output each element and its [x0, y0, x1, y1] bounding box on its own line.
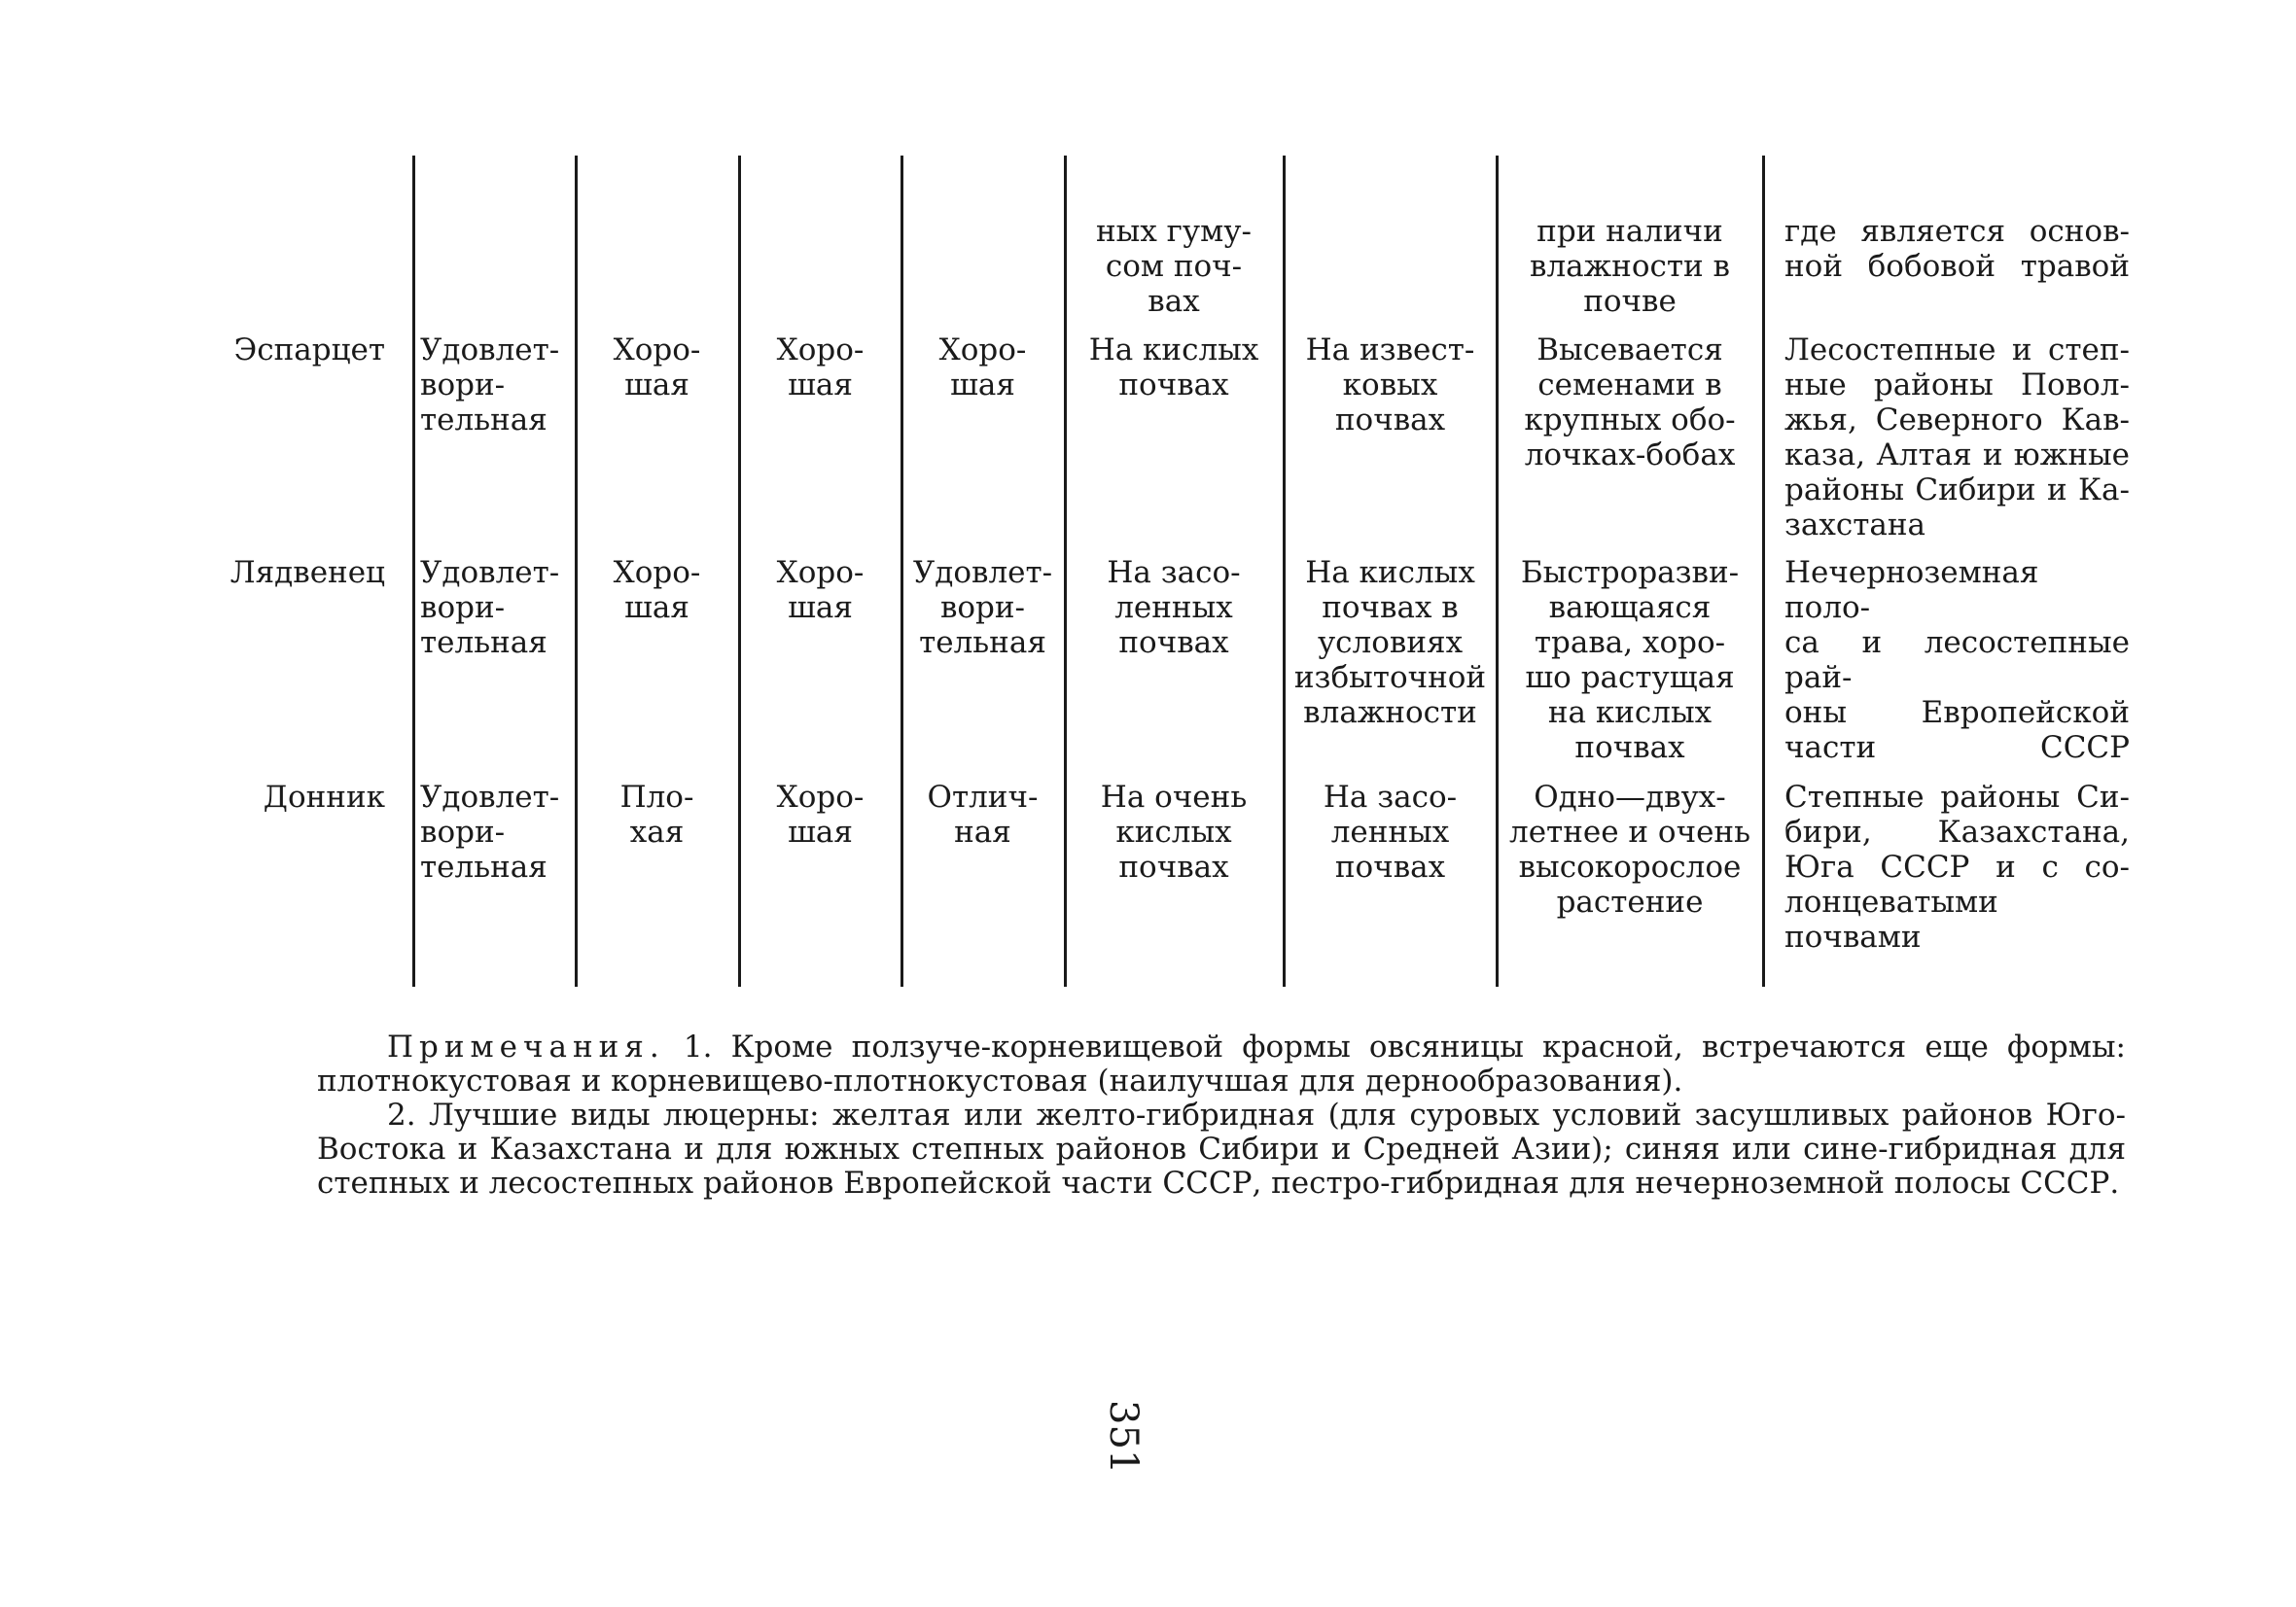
- table-rule-7: [1496, 156, 1499, 987]
- table-rule-2: [575, 156, 578, 987]
- page-number: 351: [1101, 1400, 1146, 1475]
- table-cell: На извест- ковых почвах: [1305, 332, 1475, 437]
- table-cell-continuation-col5: ных гуму- сом поч- вах: [1096, 214, 1252, 319]
- table-cell: Одно—двух- летнее и очень высокорослое растение: [1509, 780, 1750, 920]
- table-rule-5: [1064, 156, 1067, 987]
- table-row-label: Эспарцет: [233, 332, 385, 367]
- table-cell: Удовлет- вори- тельная: [420, 780, 560, 885]
- table-cell: Удовлет- вори- тельная: [912, 555, 1053, 660]
- note-1-text: 1. Кроме ползуче-корневищевой формы овсяницы красной, встречаются еще формы: плотнокустовая и корневищево-плотнокустовая (наилучшая для дернообразования).: [317, 1030, 2126, 1099]
- table-rule-3: [738, 156, 741, 987]
- table-rule-6: [1283, 156, 1286, 987]
- table-cell: На засо- ленных почвах: [1323, 780, 1458, 885]
- table-cell: Хоро- шая: [938, 332, 1027, 402]
- table-cell: Пло- хая: [619, 780, 694, 850]
- table-cell: Быстроразви- вающаяся трава, хоро- шо растущая на кислых почвах: [1520, 555, 1740, 765]
- table-cell: На кислых почвах: [1088, 332, 1259, 402]
- table-cell-continuation-col7: при наличи влажности в почве: [1530, 214, 1730, 319]
- table-cell: Хоро- шая: [776, 780, 865, 850]
- table-cell: Отлич- ная: [927, 780, 1039, 850]
- table-cell: На засо- ленных почвах: [1107, 555, 1241, 660]
- table-rule-1: [412, 156, 415, 987]
- note-2: 2. Лучшие виды люцерны: желтая или желто-гибридная (для суровых условий засушливых районов Юго-Востока и Казахстана и для южных степных районов Сибири и Средней Азии); синяя или сине-гибридная для степных и лесостепных районов Европейской части СССР, пестро-гибридная для нечерноземной полосы СССР.: [317, 1098, 2126, 1201]
- table-row-label: Донник: [263, 780, 385, 815]
- table-cell: Хоро- шая: [776, 332, 865, 402]
- table-rule-4: [901, 156, 903, 987]
- note-1: [317, 1031, 2126, 1099]
- table-cell: На очень кислых почвах: [1100, 780, 1248, 885]
- table-cell-continuation-col8: где является основ- ной бобовой травой: [1784, 214, 2130, 284]
- table-cell: Удовлет- вори- тельная: [420, 332, 560, 437]
- table-cell: На кислых почвах в условиях избыточной влажности: [1293, 555, 1487, 730]
- table-notes: [317, 1031, 2126, 1201]
- table-cell: Высевается семенами в крупных обо- лочках-бобах: [1524, 332, 1736, 472]
- table-cell: Хоро- шая: [776, 555, 865, 625]
- table-cell: Удовлет- вори- тельная: [420, 555, 560, 660]
- table-rule-8: [1762, 156, 1765, 987]
- table-cell: Нечерноземная поло- са и лесостепные рай- оны Европейской части СССР: [1784, 555, 2130, 765]
- table-cell: Степные районы Си- бири, Казахстана, Юга СССР и с со- лонцеватыми почвами: [1784, 780, 2130, 955]
- table-cell: Хоро- шая: [613, 555, 701, 625]
- table-row-label: Лядвенец: [230, 555, 385, 590]
- table-cell: Хоро- шая: [613, 332, 701, 402]
- notes-label: Примечания.: [387, 1030, 665, 1065]
- table-cell: Лесостепные и степ- ные районы Повол- жья, Северного Кав- каза, Алтая и южные районы Сибири и Ка- захстана: [1784, 332, 2130, 542]
